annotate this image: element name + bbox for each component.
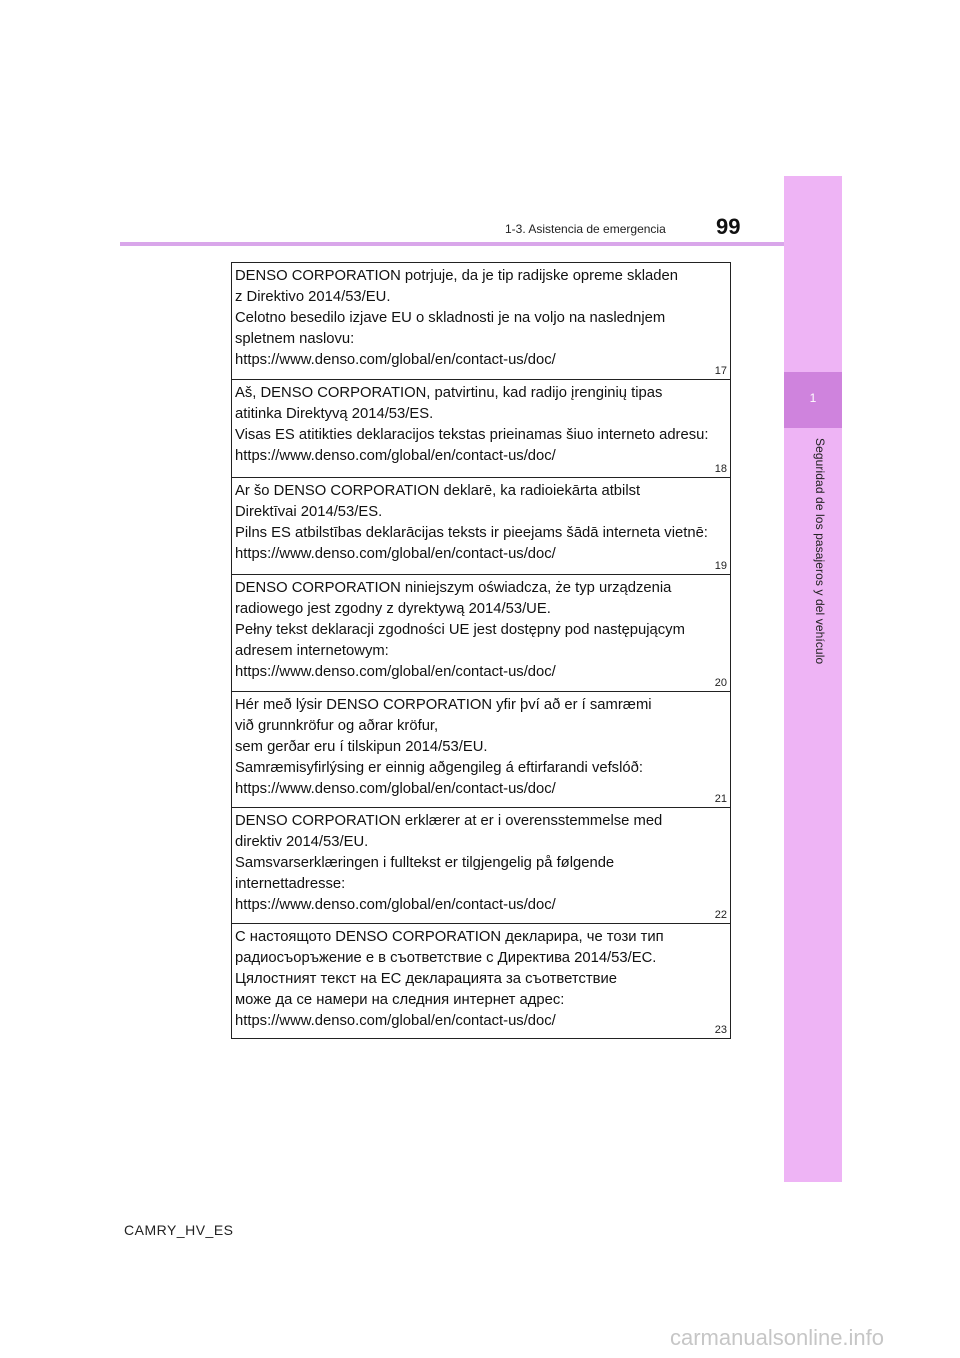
declaration-number: 17	[714, 365, 727, 377]
declaration-box	[232, 575, 730, 692]
model-code: CAMRY_HV_ES	[124, 1222, 234, 1238]
declaration-text: С настоящото DENSO CORPORATION декларира, че този тип радиосъоръжение е в съответствие с Директива 2014/53/ЕС. Цялостният текст на ЕС декларацията за съответствие може да се намери на следния интернет адрес: https://www.denso.com/global/en/contact-us/doc/	[235, 929, 664, 1029]
declaration-box	[232, 380, 730, 478]
chapter-number: 1	[809, 391, 817, 405]
declaration-number: 22	[714, 909, 727, 921]
declaration-number: 23	[714, 1024, 727, 1036]
declaration-text: Aš, DENSO CORPORATION, patvirtinu, kad radijo įrenginių tipas atitinka Direktyvą 2014/53/ES. Visas ES atitikties deklaracijos tekstas prieinamas šiuo interneto adresu: https://www.denso.com/global/en/contact-us/doc/	[235, 385, 709, 464]
declaration-text: DENSO CORPORATION potrjuje, da je tip radijske opreme skladen z Direktivo 2014/53/EU. Celotno besedilo izjave EU o skladnosti je na voljo na naslednjem spletnem naslovu: https://www.denso.com/global/en/contact-us/doc/	[235, 268, 678, 368]
declaration-text: DENSO CORPORATION erklærer at er i overensstemmelse med direktiv 2014/53/EU. Samsvarserklæringen i fulltekst er tilgjengelig på følgende internettadresse: https://www.denso.com/global/en/contact-us/doc/	[235, 813, 663, 913]
declaration-number: 18	[714, 463, 727, 475]
declaration-box	[232, 924, 730, 1039]
header-rule	[120, 242, 784, 246]
declaration-text: Hér með lýsir DENSO CORPORATION yfir því að er í samræmi við grunnkröfur og aðrar kröfur, sem gerðar eru í tilskipun 2014/53/EU. Samræmisyfirlýsing er einnig aðgengileg á eftirfarandi vefslóð: https://www.denso.com/global/en/contact-us/doc/	[235, 697, 652, 797]
chapter-label: Seguridad de los pasajeros y del vehículo	[813, 438, 827, 665]
declarations-table	[231, 262, 731, 1039]
chapter-side-tab	[784, 176, 842, 1182]
declaration-text: Ar šo DENSO CORPORATION deklarē, ka radioiekārta atbilst Direktīvai 2014/53/ES. Pilns ES atbilstības deklarācijas teksts ir pieejams šādā interneta vietnē: https://www.denso.com/global/en/contact-us/doc/	[235, 483, 708, 562]
declaration-box	[232, 808, 730, 924]
declaration-box	[232, 692, 730, 808]
section-title: 1-3. Asistencia de emergencia	[505, 222, 666, 236]
declaration-text: DENSO CORPORATION niniejszym oświadcza, że typ urządzenia radiowego jest zgodny z dyrektywą 2014/53/UE. Pełny tekst deklaracji zgodności UE jest dostępny pod następującym adresem internetowym: https://www.denso.com/global/en/contact-us/doc/	[235, 580, 685, 680]
page-number: 99	[716, 214, 741, 239]
declaration-box	[232, 478, 730, 575]
declaration-number: 19	[714, 560, 727, 572]
watermark: carmanualsonline.info	[670, 1325, 885, 1350]
declaration-box	[232, 263, 730, 380]
declaration-number: 20	[714, 677, 727, 689]
declaration-number: 21	[714, 793, 727, 805]
